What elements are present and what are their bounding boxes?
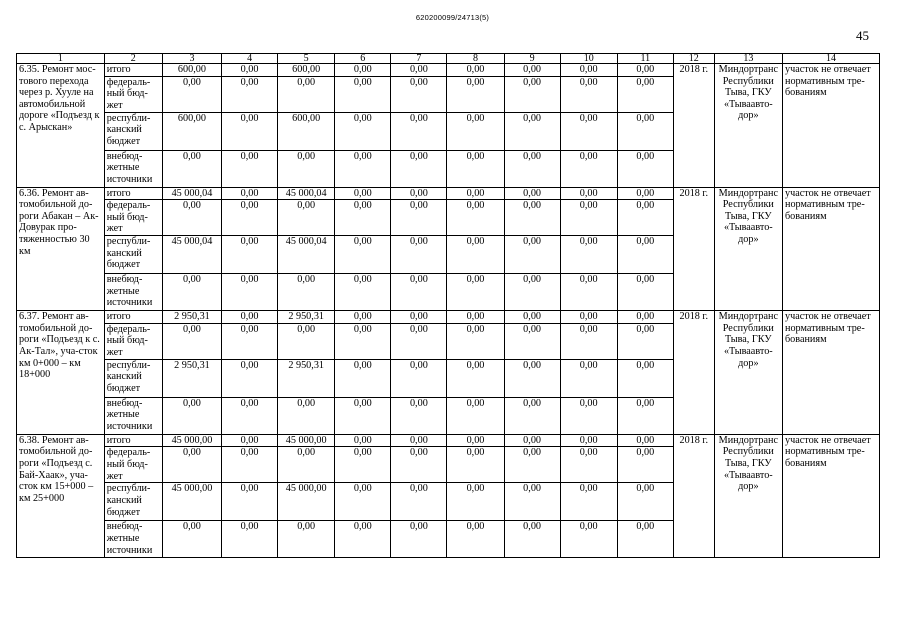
amount-cell: 0,00 — [222, 274, 278, 311]
program-table — [16, 53, 880, 558]
column-header-3: 3 — [162, 54, 221, 64]
amount-cell: 45 000,04 — [278, 236, 335, 274]
amount-cell: 45 000,00 — [278, 434, 335, 447]
amount-cell: 2 950,31 — [162, 359, 221, 397]
amount-cell: 0,00 — [504, 236, 560, 274]
budget-type: федераль-ный бюд-жет — [104, 447, 162, 483]
amount-cell: 0,00 — [162, 274, 221, 311]
amount-cell: 0,00 — [391, 434, 447, 447]
amount-cell: 0,00 — [391, 236, 447, 274]
amount-cell: 0,00 — [391, 359, 447, 397]
budget-type: внебюд-жетные источники — [104, 521, 162, 558]
measure-name: 6.37. Ремонт ав-томобильной до-роги «Подъезд к с. Ак-Тал», уча-сток км 0+000 – км 18+000 — [17, 311, 105, 435]
amount-cell: 0,00 — [391, 112, 447, 150]
note-cell: участок не отвечает нормативным тре-бованиям — [783, 311, 880, 435]
amount-cell: 45 000,00 — [278, 483, 335, 521]
table-row — [17, 311, 880, 324]
column-header-2: 2 — [104, 54, 162, 64]
column-header-8: 8 — [447, 54, 504, 64]
amount-cell: 0,00 — [162, 150, 221, 187]
amount-cell: 0,00 — [504, 311, 560, 324]
amount-cell: 0,00 — [560, 323, 617, 359]
amount-cell: 0,00 — [617, 187, 673, 200]
column-header-4: 4 — [222, 54, 278, 64]
amount-cell: 0,00 — [222, 359, 278, 397]
column-header-7: 7 — [391, 54, 447, 64]
amount-cell: 0,00 — [447, 274, 504, 311]
amount-cell: 0,00 — [391, 311, 447, 324]
amount-cell: 0,00 — [504, 112, 560, 150]
column-header-9: 9 — [504, 54, 560, 64]
note-cell: участок не отвечает нормативным тре-бованиям — [783, 64, 880, 188]
amount-cell: 0,00 — [617, 76, 673, 112]
amount-cell: 0,00 — [391, 447, 447, 483]
amount-cell: 0,00 — [278, 274, 335, 311]
amount-cell: 0,00 — [162, 447, 221, 483]
amount-cell: 0,00 — [504, 483, 560, 521]
amount-cell: 0,00 — [560, 200, 617, 236]
amount-cell: 0,00 — [560, 187, 617, 200]
amount-cell: 0,00 — [504, 150, 560, 187]
budget-type: итого — [104, 311, 162, 324]
budget-type: федераль-ный бюд-жет — [104, 200, 162, 236]
amount-cell: 0,00 — [222, 434, 278, 447]
amount-cell: 0,00 — [447, 521, 504, 558]
amount-cell: 0,00 — [504, 187, 560, 200]
amount-cell: 2 950,31 — [278, 359, 335, 397]
amount-cell: 0,00 — [617, 359, 673, 397]
amount-cell: 0,00 — [222, 447, 278, 483]
amount-cell: 0,00 — [617, 447, 673, 483]
amount-cell: 0,00 — [391, 483, 447, 521]
amount-cell: 0,00 — [447, 236, 504, 274]
amount-cell: 0,00 — [335, 397, 391, 434]
amount-cell: 0,00 — [447, 150, 504, 187]
budget-type: федераль-ный бюд-жет — [104, 323, 162, 359]
amount-cell: 0,00 — [222, 311, 278, 324]
executor-cell: Миндортранс Республики Тыва, ГКУ «Тываавто-дор» — [714, 311, 782, 435]
amount-cell: 0,00 — [222, 187, 278, 200]
amount-cell: 0,00 — [335, 236, 391, 274]
amount-cell: 0,00 — [617, 483, 673, 521]
budget-type: республи-канский бюджет — [104, 112, 162, 150]
amount-cell: 0,00 — [560, 521, 617, 558]
amount-cell: 600,00 — [278, 64, 335, 77]
budget-type: внебюд-жетные источники — [104, 397, 162, 434]
amount-cell: 45 000,00 — [162, 483, 221, 521]
column-header-1: 1 — [17, 54, 105, 64]
amount-cell: 0,00 — [617, 397, 673, 434]
amount-cell: 600,00 — [162, 112, 221, 150]
amount-cell: 0,00 — [335, 112, 391, 150]
budget-type: внебюд-жетные источники — [104, 274, 162, 311]
amount-cell: 0,00 — [447, 200, 504, 236]
amount-cell: 0,00 — [504, 64, 560, 77]
amount-cell: 0,00 — [222, 200, 278, 236]
note-cell: участок не отвечает нормативным тре-бованиям — [783, 434, 880, 558]
amount-cell: 0,00 — [447, 76, 504, 112]
table-row — [17, 187, 880, 200]
amount-cell: 0,00 — [335, 521, 391, 558]
amount-cell: 0,00 — [447, 359, 504, 397]
year-cell: 2018 г. — [673, 64, 714, 188]
amount-cell: 0,00 — [504, 200, 560, 236]
budget-type: итого — [104, 434, 162, 447]
amount-cell: 0,00 — [335, 200, 391, 236]
amount-cell: 45 000,04 — [162, 236, 221, 274]
amount-cell: 0,00 — [222, 521, 278, 558]
header-row — [17, 54, 880, 64]
amount-cell: 0,00 — [560, 359, 617, 397]
amount-cell: 0,00 — [617, 434, 673, 447]
amount-cell: 0,00 — [560, 236, 617, 274]
amount-cell: 0,00 — [335, 150, 391, 187]
amount-cell: 0,00 — [335, 64, 391, 77]
amount-cell: 0,00 — [617, 64, 673, 77]
budget-type: республи-канский бюджет — [104, 236, 162, 274]
amount-cell: 0,00 — [222, 483, 278, 521]
amount-cell: 0,00 — [335, 323, 391, 359]
amount-cell: 0,00 — [560, 76, 617, 112]
note-cell: участок не отвечает нормативным тре-бованиям — [783, 187, 880, 311]
budget-type: федераль-ный бюд-жет — [104, 76, 162, 112]
year-cell: 2018 г. — [673, 187, 714, 311]
year-cell: 2018 г. — [673, 311, 714, 435]
column-header-5: 5 — [278, 54, 335, 64]
amount-cell: 0,00 — [222, 64, 278, 77]
amount-cell: 0,00 — [335, 76, 391, 112]
budget-type: внебюд-жетные источники — [104, 150, 162, 187]
amount-cell: 0,00 — [162, 521, 221, 558]
amount-cell: 0,00 — [335, 359, 391, 397]
amount-cell: 0,00 — [447, 397, 504, 434]
amount-cell: 0,00 — [447, 311, 504, 324]
amount-cell: 0,00 — [617, 311, 673, 324]
amount-cell: 0,00 — [335, 434, 391, 447]
amount-cell: 45 000,04 — [162, 187, 221, 200]
amount-cell: 0,00 — [560, 64, 617, 77]
budget-type: республи-канский бюджет — [104, 359, 162, 397]
table-row — [17, 64, 880, 77]
amount-cell: 0,00 — [560, 397, 617, 434]
amount-cell: 0,00 — [391, 64, 447, 77]
amount-cell: 0,00 — [278, 521, 335, 558]
amount-cell: 0,00 — [560, 150, 617, 187]
amount-cell: 0,00 — [335, 447, 391, 483]
amount-cell: 0,00 — [162, 76, 221, 112]
amount-cell: 0,00 — [391, 150, 447, 187]
amount-cell: 0,00 — [504, 274, 560, 311]
amount-cell: 0,00 — [162, 397, 221, 434]
measure-name: 6.35. Ремонт мос-тового перехода через р. Хууле на автомобильной дороге «Подъезд к с. Арыскан» — [17, 64, 105, 188]
table-row — [17, 434, 880, 447]
column-header-13: 13 — [714, 54, 782, 64]
executor-cell: Миндортранс Республики Тыва, ГКУ «Тываавто-дор» — [714, 64, 782, 188]
amount-cell: 0,00 — [278, 323, 335, 359]
amount-cell: 0,00 — [222, 397, 278, 434]
amount-cell: 0,00 — [504, 76, 560, 112]
measure-name: 6.38. Ремонт ав-томобильной до-роги «Подъезд с. Бай-Хаак», уча-сток км 15+000 – км 25+000 — [17, 434, 105, 558]
amount-cell: 0,00 — [560, 483, 617, 521]
amount-cell: 0,00 — [617, 521, 673, 558]
amount-cell: 0,00 — [222, 76, 278, 112]
amount-cell: 0,00 — [447, 434, 504, 447]
amount-cell: 0,00 — [222, 323, 278, 359]
year-cell: 2018 г. — [673, 434, 714, 558]
amount-cell: 45 000,00 — [162, 434, 221, 447]
amount-cell: 0,00 — [222, 112, 278, 150]
amount-cell: 0,00 — [335, 274, 391, 311]
executor-cell: Миндортранс Республики Тыва, ГКУ «Тываавто-дор» — [714, 187, 782, 311]
budget-type: итого — [104, 187, 162, 200]
amount-cell: 0,00 — [447, 112, 504, 150]
amount-cell: 0,00 — [617, 200, 673, 236]
amount-cell: 0,00 — [617, 274, 673, 311]
amount-cell: 0,00 — [278, 76, 335, 112]
amount-cell: 0,00 — [560, 447, 617, 483]
amount-cell: 0,00 — [278, 200, 335, 236]
amount-cell: 0,00 — [447, 323, 504, 359]
amount-cell: 0,00 — [617, 150, 673, 187]
column-header-14: 14 — [783, 54, 880, 64]
amount-cell: 0,00 — [504, 434, 560, 447]
amount-cell: 0,00 — [335, 187, 391, 200]
amount-cell: 0,00 — [391, 187, 447, 200]
amount-cell: 0,00 — [447, 187, 504, 200]
amount-cell: 0,00 — [162, 200, 221, 236]
amount-cell: 0,00 — [504, 397, 560, 434]
amount-cell: 0,00 — [617, 112, 673, 150]
amount-cell: 0,00 — [391, 397, 447, 434]
amount-cell: 45 000,04 — [278, 187, 335, 200]
amount-cell: 0,00 — [504, 447, 560, 483]
amount-cell: 2 950,31 — [162, 311, 221, 324]
amount-cell: 600,00 — [162, 64, 221, 77]
amount-cell: 600,00 — [278, 112, 335, 150]
amount-cell: 0,00 — [391, 76, 447, 112]
amount-cell: 0,00 — [222, 150, 278, 187]
amount-cell: 0,00 — [447, 64, 504, 77]
amount-cell: 0,00 — [617, 323, 673, 359]
amount-cell: 0,00 — [278, 447, 335, 483]
measure-name: 6.36. Ремонт ав-томобильной до-роги Абакан – Ак-Довурак про-тяженностью 30 км — [17, 187, 105, 311]
executor-cell: Миндортранс Республики Тыва, ГКУ «Тываавто-дор» — [714, 434, 782, 558]
amount-cell: 0,00 — [391, 274, 447, 311]
amount-cell: 0,00 — [391, 521, 447, 558]
amount-cell: 0,00 — [504, 521, 560, 558]
amount-cell: 0,00 — [560, 434, 617, 447]
amount-cell: 0,00 — [504, 359, 560, 397]
column-header-10: 10 — [560, 54, 617, 64]
column-header-12: 12 — [673, 54, 714, 64]
amount-cell: 0,00 — [504, 323, 560, 359]
column-header-6: 6 — [335, 54, 391, 64]
amount-cell: 0,00 — [617, 236, 673, 274]
amount-cell: 0,00 — [560, 311, 617, 324]
amount-cell: 0,00 — [560, 112, 617, 150]
amount-cell: 0,00 — [335, 311, 391, 324]
amount-cell: 0,00 — [391, 323, 447, 359]
amount-cell: 0,00 — [278, 397, 335, 434]
amount-cell: 0,00 — [335, 483, 391, 521]
budget-type: республи-канский бюджет — [104, 483, 162, 521]
amount-cell: 2 950,31 — [278, 311, 335, 324]
amount-cell: 0,00 — [222, 236, 278, 274]
amount-cell: 0,00 — [278, 150, 335, 187]
amount-cell: 0,00 — [391, 200, 447, 236]
amount-cell: 0,00 — [447, 483, 504, 521]
budget-type: итого — [104, 64, 162, 77]
document-id: 620200099/24713(5) — [415, 13, 490, 22]
amount-cell: 0,00 — [560, 274, 617, 311]
amount-cell: 0,00 — [447, 447, 504, 483]
column-header-11: 11 — [617, 54, 673, 64]
page-number: 45 — [856, 28, 869, 43]
amount-cell: 0,00 — [162, 323, 221, 359]
